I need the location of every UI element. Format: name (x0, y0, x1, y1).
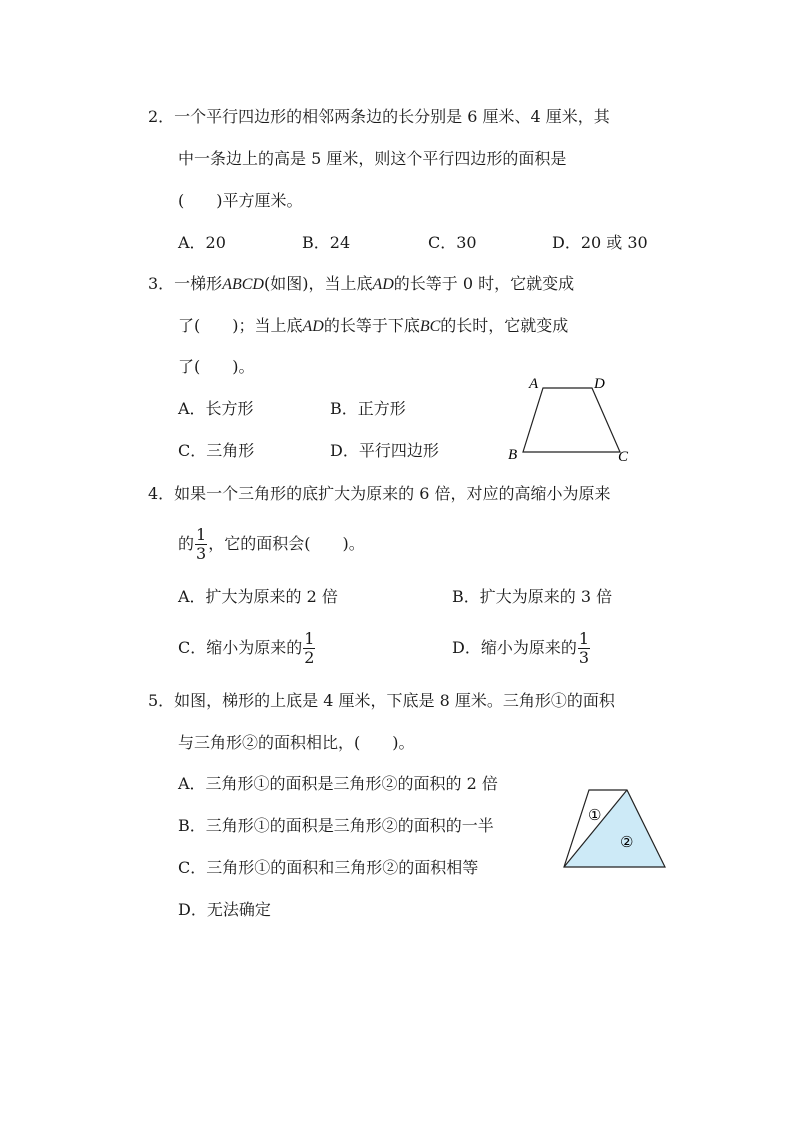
q3-line-1-text: 3．一梯形 (148, 274, 223, 293)
q5-line-1: 5．如图，梯形的上底是 4 厘米，下底是 8 厘米。三角形①的面积 (148, 691, 615, 710)
q2-line-2: 中一条边上的高是 5 厘米，则这个平行四边形的面积是 (178, 149, 567, 168)
fraction-numerator: 1 (578, 629, 590, 648)
q5-option-a[interactable]: A．三角形①的面积是三角形②的面积的 2 倍 (178, 774, 498, 793)
q3-option-a[interactable]: A．长方形 (178, 399, 254, 418)
fraction-numerator: 1 (196, 525, 207, 544)
q4-option-c-text: C．缩小为原来的 (178, 638, 303, 657)
q3-option-d[interactable]: D．平行四边形 (330, 441, 439, 460)
q2-option-b[interactable]: B．24 (302, 233, 351, 252)
q2-line-1: 2．一个平行四边形的相邻两条边的长分别是 6 厘米、4 厘米，其 (148, 107, 610, 126)
q4-line-1: 4．如果一个三角形的底扩大为原来的 6 倍，对应的高缩小为原来 (148, 484, 611, 503)
q2-option-d[interactable]: D．20 或 30 (552, 233, 648, 252)
q4-line-2-text: 的 (178, 534, 195, 553)
q4-option-c[interactable] (178, 626, 316, 670)
q5-option-d[interactable]: D．无法确定 (178, 900, 271, 919)
triangle-2-fill (564, 790, 665, 867)
q2-option-c[interactable]: C．30 (428, 233, 477, 252)
q3-segment-ad-2: AD (302, 318, 324, 335)
q3-line-1-text-2: (如图)，当上底 (263, 274, 373, 293)
q4-option-a[interactable]: A．扩大为原来的 2 倍 (178, 587, 338, 606)
q4-line-2 (178, 522, 365, 566)
q3-trapezoid-figure (500, 370, 640, 470)
triangle-1-label: ① (588, 808, 602, 824)
q3-line-1 (148, 273, 574, 296)
vertex-label-c: C (618, 449, 629, 465)
vertex-label-d: D (594, 376, 605, 392)
q3-option-c[interactable]: C．三角形 (178, 441, 255, 460)
fraction-one-third (578, 630, 590, 667)
q3-line-3: 了( )。 (178, 357, 255, 376)
triangle-2-label: ② (620, 835, 634, 851)
q3-line-2-text: 了( )；当上底 (178, 316, 303, 335)
q3-line-2-text-2: 的长等于下底 (323, 316, 420, 335)
q4-option-b[interactable]: B．扩大为原来的 3 倍 (452, 587, 613, 606)
q4-line-2-text-2: ，它的面积会( )。 (208, 534, 365, 553)
q3-segment-ad: AD (372, 276, 394, 293)
fraction-one-third (195, 526, 207, 563)
fraction-numerator: 1 (304, 629, 315, 648)
vertex-label-b: B (508, 447, 518, 463)
q2-line-3: ( )平方厘米。 (178, 191, 303, 210)
q3-line-2 (178, 315, 568, 338)
q4-option-d-text: D．缩小为原来的 (452, 638, 577, 657)
trapezoid-shape (523, 388, 620, 452)
q5-trapezoid-figure (558, 786, 674, 874)
fraction-denominator: 2 (304, 648, 315, 667)
q3-trapezoid-name: ABCD (222, 276, 264, 293)
q4-option-d[interactable] (452, 626, 591, 670)
fraction-denominator: 3 (578, 648, 590, 667)
q3-segment-bc: BC (419, 318, 441, 335)
q3-option-b[interactable]: B．正方形 (330, 399, 406, 418)
q5-option-b[interactable]: B．三角形①的面积是三角形②的面积的一半 (178, 816, 494, 835)
q5-line-2: 与三角形②的面积相比，( )。 (178, 733, 415, 752)
fraction-denominator: 3 (196, 544, 207, 563)
vertex-label-a: A (529, 376, 539, 392)
q5-option-c[interactable]: C．三角形①的面积和三角形②的面积相等 (178, 858, 479, 877)
fraction-one-half (303, 630, 315, 667)
q3-line-2-text-3: 的长时，它就变成 (440, 316, 569, 335)
q2-option-a[interactable]: A．20 (178, 233, 226, 252)
q3-line-1-text-3: 的长等于 0 时，它就变成 (393, 274, 575, 293)
